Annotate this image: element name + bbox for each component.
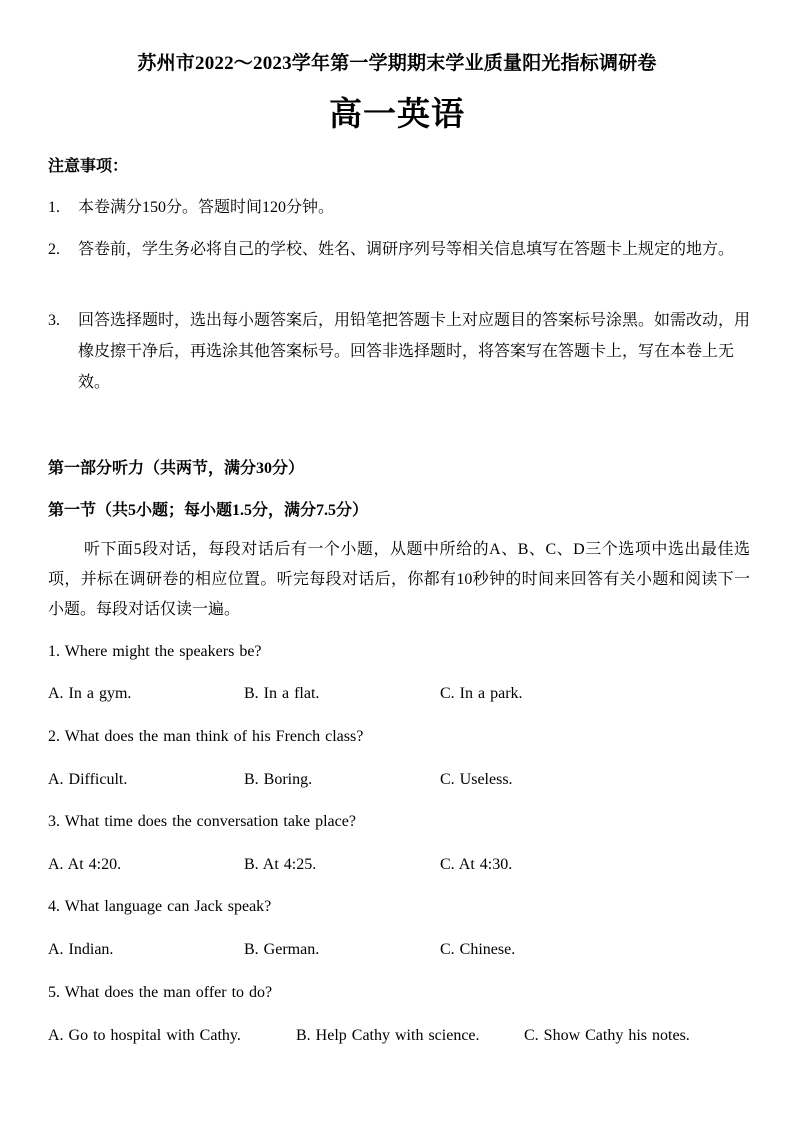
question-stem: 1. Where might the speakers be? bbox=[48, 643, 262, 660]
option-b: B. German. bbox=[244, 941, 320, 958]
subject-title: 高一英语 bbox=[329, 97, 465, 133]
option-a: A. Difficult. bbox=[48, 771, 128, 788]
option-a: A. In a gym. bbox=[48, 685, 132, 702]
option-b: B. In a flat. bbox=[244, 685, 320, 702]
option-c: C. In a park. bbox=[440, 685, 523, 702]
option-a: A. Indian. bbox=[48, 941, 114, 958]
question-stem: 2. What does the man think of his French class? bbox=[48, 728, 364, 745]
option-c: C. Chinese. bbox=[440, 941, 516, 958]
part1-heading: 第一部分听力（共两节，满分30分） bbox=[48, 460, 305, 477]
option-b: B. Boring. bbox=[244, 771, 313, 788]
notice-item-text: 答卷前，学生务必将自己的学校、姓名、调研序列号等相关信息填写在答题卡上规定的地方。 bbox=[78, 241, 735, 258]
question-stem: 5. What does the man offer to do? bbox=[48, 984, 273, 1001]
notice-item-text: 回答选择题时，选出每小题答案后，用铅笔把答题卡上对应题目的答案标号涂黑。如需改动，用橡皮擦干净后，再选涂其他答案标号。回答非选择题时，将答案写在答题卡上，写在本卷上无效。 bbox=[78, 312, 751, 391]
notice-item-text: 本卷满分150分。答题时间120分钟。 bbox=[78, 199, 335, 216]
notice-item-1 bbox=[48, 192, 750, 223]
option-b: B. Help Cathy with science. bbox=[296, 1027, 480, 1044]
question-stem: 3. What time does the conversation take place? bbox=[48, 813, 356, 830]
exam-title: 苏州市2022～2023学年第一学期期末学业质量阳光指标调研卷 bbox=[137, 53, 657, 74]
option-c: C. At 4:30. bbox=[440, 856, 513, 873]
notice-item-number: 3. bbox=[48, 312, 60, 329]
question-stem: 4. What language can Jack speak? bbox=[48, 898, 272, 915]
listening-instructions: 听下面5段对话，每段对话后有一个小题，从题中所给的A、B、C、D三个选项中选出最佳选项，并标在调研卷的相应位置。听完每段对话后，你都有10秒钟的时间来回答有关小题和阅读下一小题。每段对话仅读一遍。 bbox=[48, 541, 750, 618]
option-a: A. At 4:20. bbox=[48, 856, 122, 873]
notice-item-2 bbox=[48, 234, 750, 265]
option-b: B. At 4:25. bbox=[244, 856, 317, 873]
notice-item-number: 2. bbox=[48, 241, 60, 258]
option-a: A. Go to hospital with Cathy. bbox=[48, 1027, 241, 1044]
notice-heading: 注意事项： bbox=[48, 158, 129, 175]
section1-heading: 第一节（共5小题；每小题1.5分，满分7.5分） bbox=[48, 502, 369, 519]
option-c: C. Useless. bbox=[440, 771, 513, 788]
option-c: C. Show Cathy his notes. bbox=[524, 1027, 690, 1044]
notice-item-3 bbox=[48, 305, 750, 398]
notice-item-number: 1. bbox=[48, 199, 60, 216]
